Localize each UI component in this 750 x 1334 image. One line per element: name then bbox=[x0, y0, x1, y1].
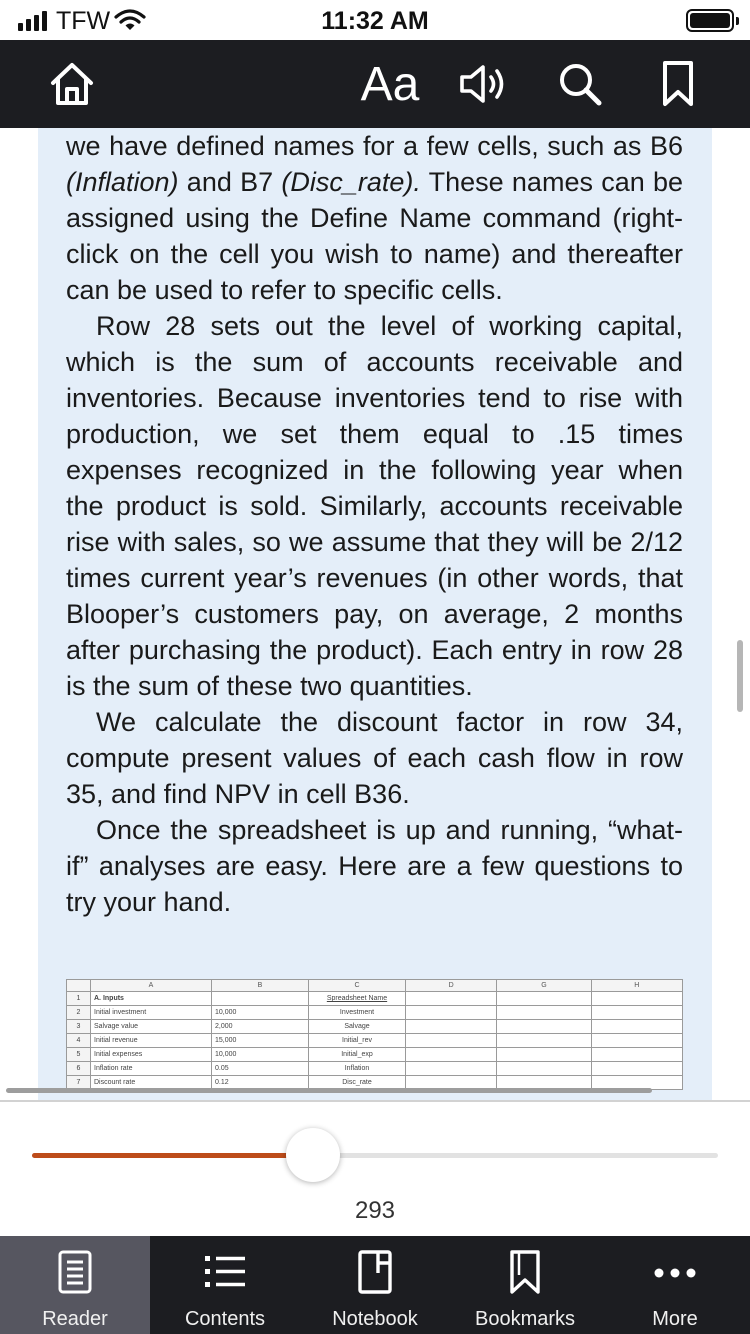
bookmark-icon bbox=[660, 59, 696, 109]
cell-g bbox=[497, 1006, 591, 1020]
table-row bbox=[67, 1020, 683, 1034]
cell-a: Initial expenses bbox=[91, 1048, 212, 1062]
table-row bbox=[67, 1048, 683, 1062]
page-slider-thumb[interactable] bbox=[286, 1128, 340, 1182]
font-settings-button[interactable]: Aa bbox=[360, 57, 420, 111]
home-button[interactable] bbox=[44, 40, 100, 128]
cell-a: Initial revenue bbox=[91, 1034, 212, 1048]
sheet-col-a: A bbox=[91, 980, 212, 992]
search-icon bbox=[556, 60, 604, 108]
notebook-icon bbox=[357, 1249, 393, 1295]
row-number: 3 bbox=[67, 1020, 91, 1034]
contents-list-icon bbox=[203, 1249, 247, 1295]
cell-g bbox=[497, 1034, 591, 1048]
cell-b: 10,000 bbox=[212, 1006, 309, 1020]
paragraph-what-if: Once the spreadsheet is up and running, “what-if” analyses are easy. Here are a few questions to try your hand. bbox=[66, 815, 683, 917]
bookmarks-icon bbox=[508, 1249, 542, 1295]
cell-c: Investment bbox=[309, 1006, 406, 1020]
cell-g bbox=[497, 1020, 591, 1034]
cell-h bbox=[591, 1048, 682, 1062]
row-number: 2 bbox=[67, 1006, 91, 1020]
cell-a: Inflation rate bbox=[91, 1062, 212, 1076]
cell-b: 0.05 bbox=[212, 1062, 309, 1076]
tab-notebook[interactable] bbox=[300, 1236, 450, 1334]
cell-a: Initial investment bbox=[91, 1006, 212, 1020]
cell-h bbox=[591, 992, 682, 1006]
sheet-header-row bbox=[67, 980, 683, 992]
cell-d bbox=[406, 1062, 497, 1076]
status-bar bbox=[0, 0, 750, 40]
table-row bbox=[67, 1006, 683, 1020]
cell-c: Initial_rev bbox=[309, 1034, 406, 1048]
cell-b: 2,000 bbox=[212, 1020, 309, 1034]
more-dots-icon bbox=[652, 1249, 698, 1295]
cell-g bbox=[497, 1048, 591, 1062]
tab-notebook-label: Notebook bbox=[332, 1308, 418, 1330]
cell-b: 15,000 bbox=[212, 1034, 309, 1048]
bookmark-button[interactable] bbox=[650, 40, 706, 128]
page-slider-track[interactable] bbox=[32, 1153, 718, 1158]
search-button[interactable] bbox=[552, 40, 608, 128]
cell-c: Salvage bbox=[309, 1020, 406, 1034]
battery-icon bbox=[686, 9, 734, 32]
page-navigator bbox=[0, 1102, 750, 1236]
cell-a: Salvage value bbox=[91, 1020, 212, 1034]
home-icon bbox=[48, 61, 96, 107]
reader-icon bbox=[57, 1249, 93, 1295]
read-aloud-button[interactable] bbox=[454, 40, 518, 128]
cell-c: Disc_rate bbox=[309, 1076, 406, 1090]
carrier-name: TFW bbox=[56, 7, 111, 35]
paragraph-defined-names: we have defined names for a few cells, such as B6 (Inflation) and B7 (Disc_rate). These names can be assigned using the Define Name command (right-click on the cell you wish to name) and thereafter can be used to refer to specific cells. bbox=[66, 131, 684, 305]
paragraph-discount-factor: We calculate the discount factor in row 34, compute present values of each cash flow in row 35, and find NPV in cell B36. bbox=[66, 707, 683, 809]
tab-more-label: More bbox=[652, 1308, 698, 1330]
row-number: 7 bbox=[67, 1076, 91, 1090]
reader-toolbar bbox=[0, 40, 750, 128]
vertical-scroll-indicator[interactable] bbox=[737, 640, 743, 712]
page-number: 293 bbox=[354, 1197, 396, 1224]
tab-reader[interactable] bbox=[0, 1236, 150, 1334]
cell-h bbox=[591, 1006, 682, 1020]
book-text bbox=[66, 128, 683, 920]
cell-a: A. Inputs bbox=[91, 992, 212, 1006]
status-time: 11:32 AM bbox=[321, 7, 429, 35]
bottom-tab-bar bbox=[0, 1236, 750, 1334]
cell-b: 0.12 bbox=[212, 1076, 309, 1090]
horizontal-scrollbar[interactable] bbox=[6, 1088, 652, 1093]
cell-h bbox=[591, 1020, 682, 1034]
cell-h bbox=[591, 1062, 682, 1076]
spreadsheet-figure bbox=[66, 979, 683, 1090]
battery-tip bbox=[736, 17, 739, 25]
book-page[interactable] bbox=[0, 128, 750, 1100]
sheet-col-h: H bbox=[591, 980, 682, 992]
sheet-corner bbox=[67, 980, 91, 992]
sheet-col-d: D bbox=[406, 980, 497, 992]
cell-d bbox=[406, 1048, 497, 1062]
cell-b: 10,000 bbox=[212, 1048, 309, 1062]
speaker-icon bbox=[458, 62, 514, 106]
cell-c: Inflation bbox=[309, 1062, 406, 1076]
table-row bbox=[67, 992, 683, 1006]
tab-contents-label: Contents bbox=[184, 1308, 266, 1330]
sheet-col-g: G bbox=[497, 980, 591, 992]
cell-a: Discount rate bbox=[91, 1076, 212, 1090]
cell-c: Initial_exp bbox=[309, 1048, 406, 1062]
tab-more[interactable] bbox=[600, 1236, 750, 1334]
tab-bookmarks[interactable] bbox=[450, 1236, 600, 1334]
cell-d bbox=[406, 992, 497, 1006]
cell-h bbox=[591, 1034, 682, 1048]
table-row bbox=[67, 1034, 683, 1048]
cell-g bbox=[497, 992, 591, 1006]
cell-d bbox=[406, 1006, 497, 1020]
tab-contents[interactable] bbox=[150, 1236, 300, 1334]
cell-g bbox=[497, 1062, 591, 1076]
cell-c: Spreadsheet Name bbox=[309, 992, 406, 1006]
row-number: 1 bbox=[67, 992, 91, 1006]
row-number: 5 bbox=[67, 1048, 91, 1062]
row-number: 6 bbox=[67, 1062, 91, 1076]
cell-d bbox=[406, 1020, 497, 1034]
cell-d bbox=[406, 1034, 497, 1048]
cell-b bbox=[212, 992, 309, 1006]
sheet-col-c: C bbox=[309, 980, 406, 992]
page-slider-progress bbox=[32, 1153, 313, 1158]
tab-bookmarks-label: Bookmarks bbox=[474, 1308, 576, 1330]
sheet-col-b: B bbox=[212, 980, 309, 992]
row-number: 4 bbox=[67, 1034, 91, 1048]
table-row bbox=[67, 1062, 683, 1076]
tab-reader-label: Reader bbox=[42, 1308, 108, 1330]
paragraph-working-capital: Row 28 sets out the level of working capital, which is the sum of accounts receivable and inventories. Because inventories tend to rise with production, we set them equal to .15 times expenses recognized in the following year when the product is sold. Similarly, accounts receivable rise with sales, so we assume that they will be 2/12 times current year’s revenues (in other words, that Blooper’s customers pay, on average, 2 months after purchasing the product). Each entry in row 28 is the sum of these two quantities. bbox=[66, 311, 683, 701]
